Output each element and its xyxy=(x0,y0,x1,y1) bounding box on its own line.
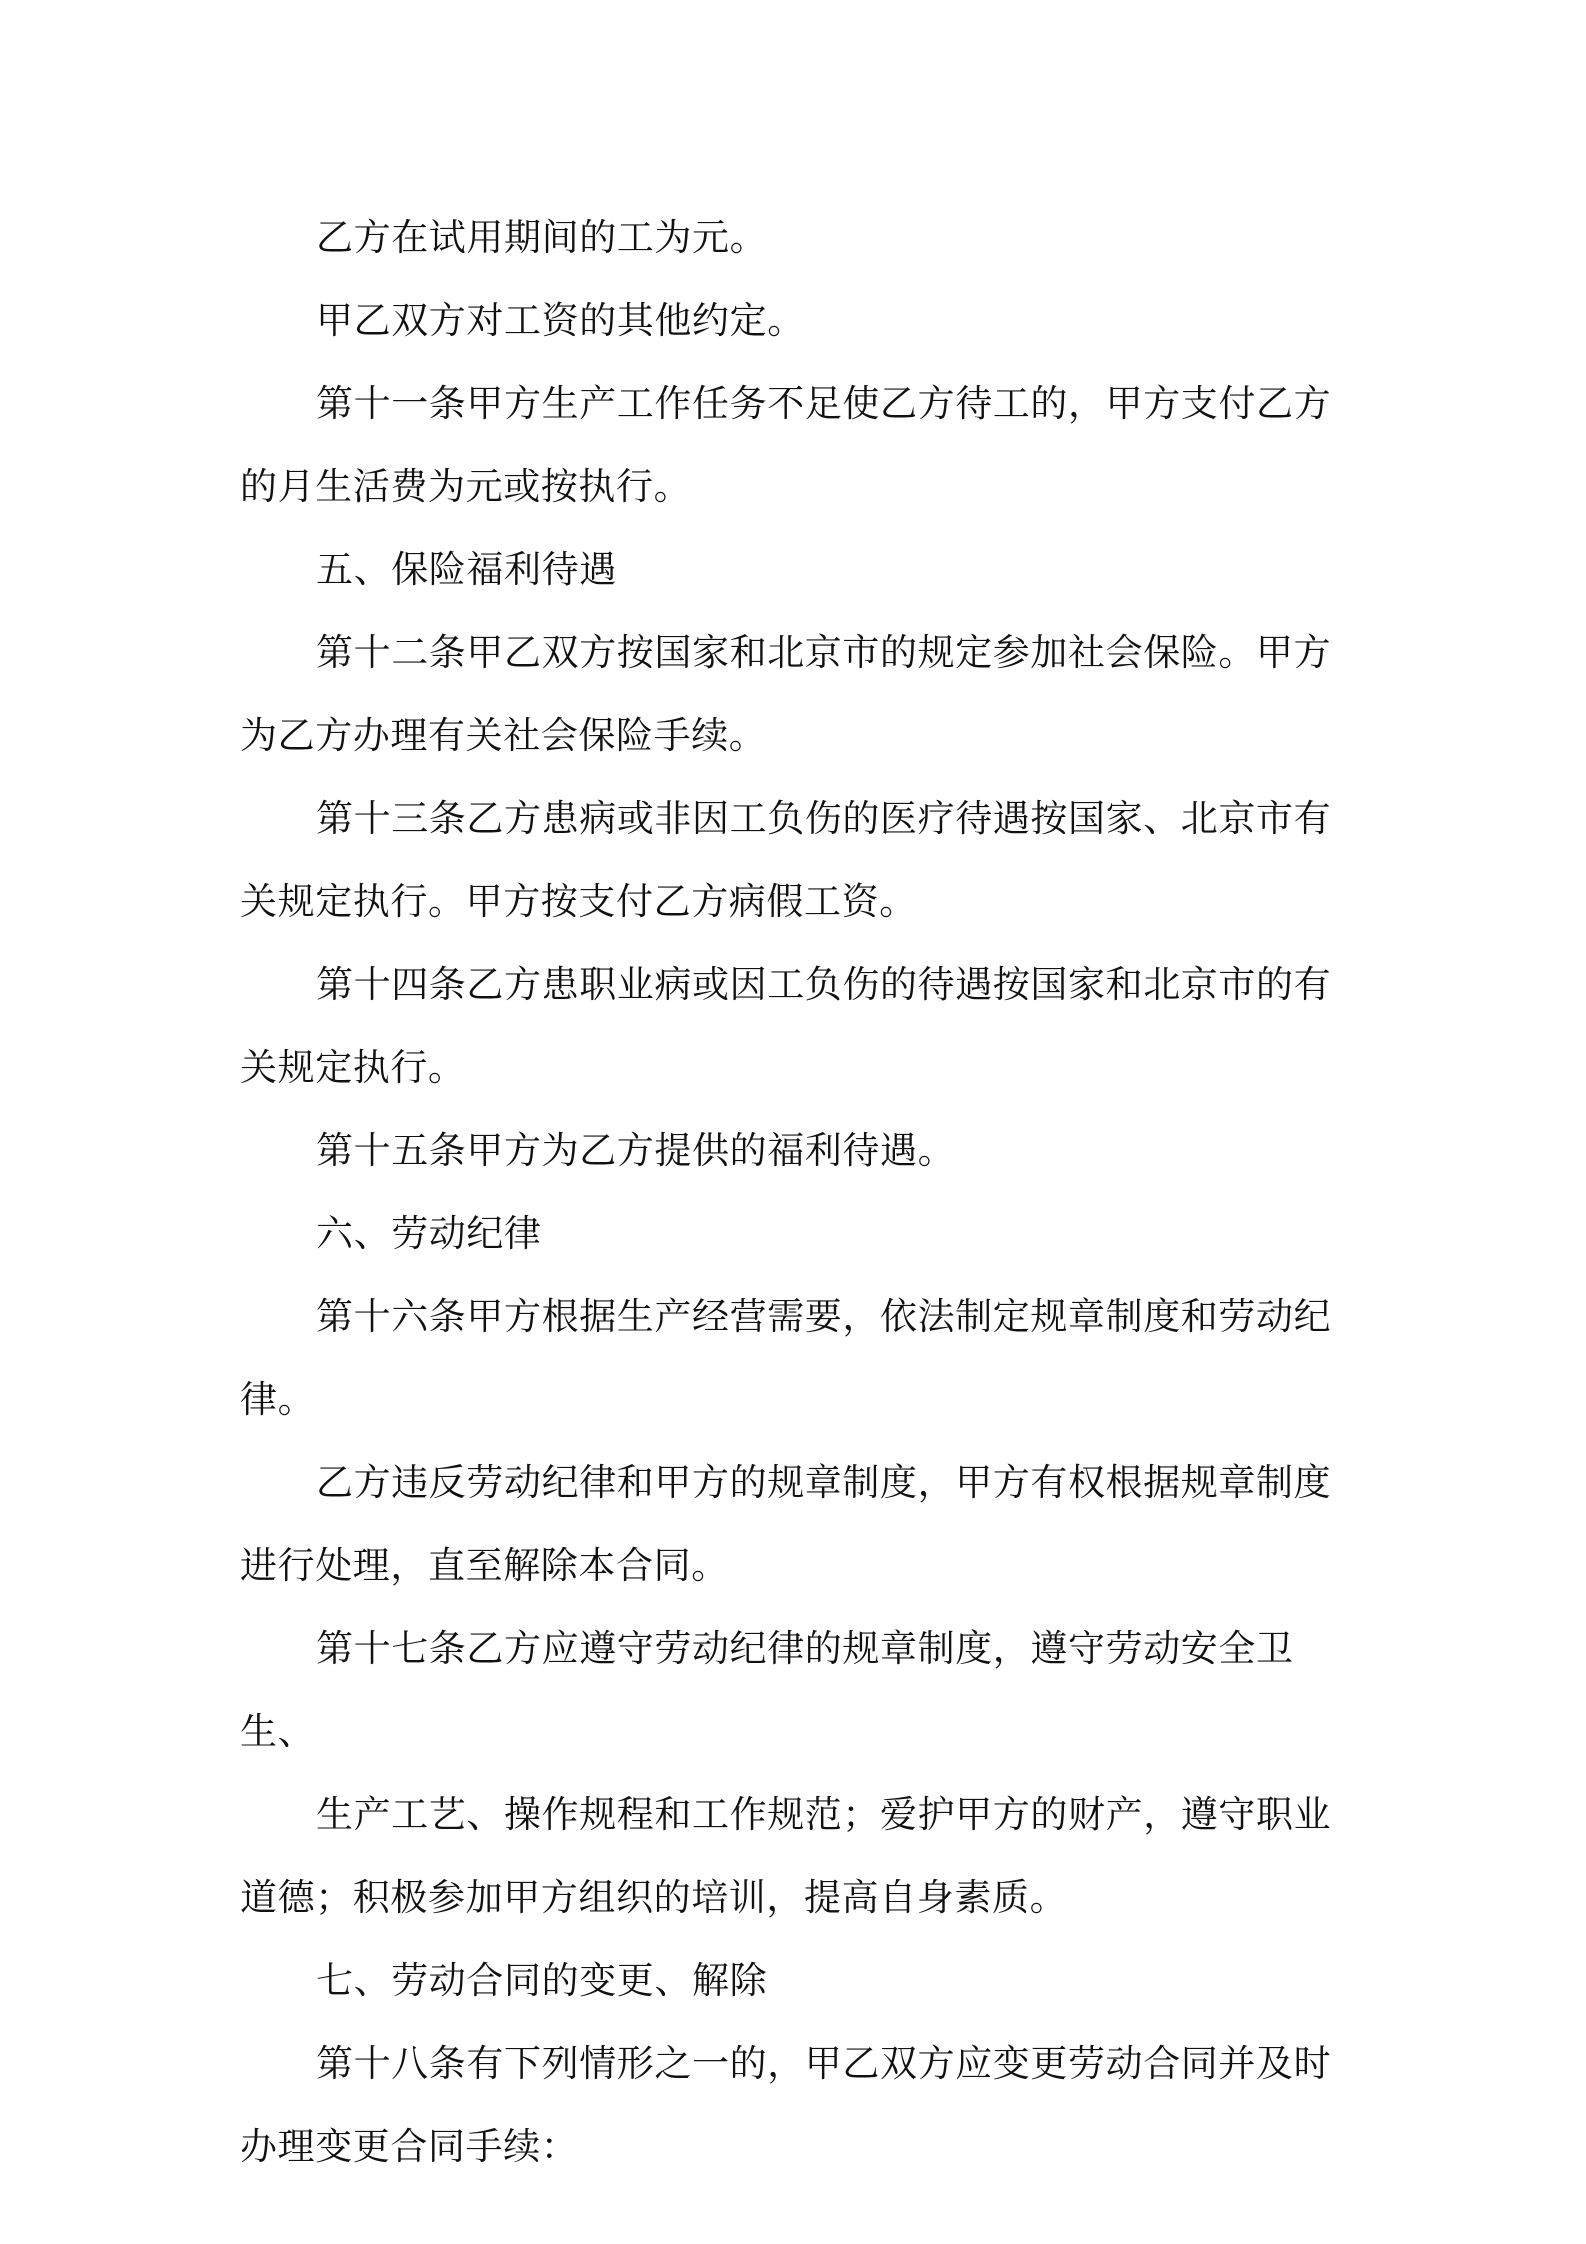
document-body xyxy=(240,196,1360,2188)
paragraph-article-15: 第十五条甲方为乙方提供的福利待遇。 xyxy=(316,1129,956,1172)
paragraph-probation-wage: 乙方在试用期间的工为元。 xyxy=(316,216,768,259)
section-heading-contract-change: 七、劳动合同的变更、解除 xyxy=(316,1959,768,2002)
paragraph-article-18: 第十八条有下列情形之一的，甲乙双方应变更劳动合同并及时办理变更合同手续： xyxy=(240,2042,1332,2168)
paragraph-article-17: 第十七条乙方应遵守劳动纪律的规章制度，遵守劳动安全卫生、 xyxy=(240,1627,1294,1753)
paragraph-other-wage-terms: 甲乙双方对工资的其他约定。 xyxy=(316,299,805,342)
section-heading-insurance: 五、保险福利待遇 xyxy=(316,548,617,591)
paragraph-article-13: 第十三条乙方患病或非因工负伤的医疗待遇按国家、北京市有关规定执行。甲方按支付乙方病假工资。 xyxy=(240,797,1332,923)
paragraph-article-16: 第十六条甲方根据生产经营需要，依法制定规章制度和劳动纪律。 xyxy=(240,1295,1332,1421)
section-heading-labor-discipline: 六、劳动纪律 xyxy=(316,1212,542,1255)
paragraph-article-12: 第十二条甲乙双方按国家和北京市的规定参加社会保险。甲方为乙方办理有关社会保险手续。 xyxy=(240,631,1332,757)
paragraph-article-11: 第十一条甲方生产工作任务不足使乙方待工的，甲方支付乙方的月生活费为元或按执行。 xyxy=(240,382,1332,508)
paragraph-article-14: 第十四条乙方患职业病或因工负伤的待遇按国家和北京市的有关规定执行。 xyxy=(240,963,1332,1089)
paragraph-article-17-continued: 生产工艺、操作规程和工作规范；爱护甲方的财产，遵守职业道德；积极参加甲方组织的培训，提高自身素质。 xyxy=(240,1793,1332,1919)
paragraph-discipline-violation: 乙方违反劳动纪律和甲方的规章制度，甲方有权根据规章制度进行处理，直至解除本合同。 xyxy=(240,1461,1332,1587)
